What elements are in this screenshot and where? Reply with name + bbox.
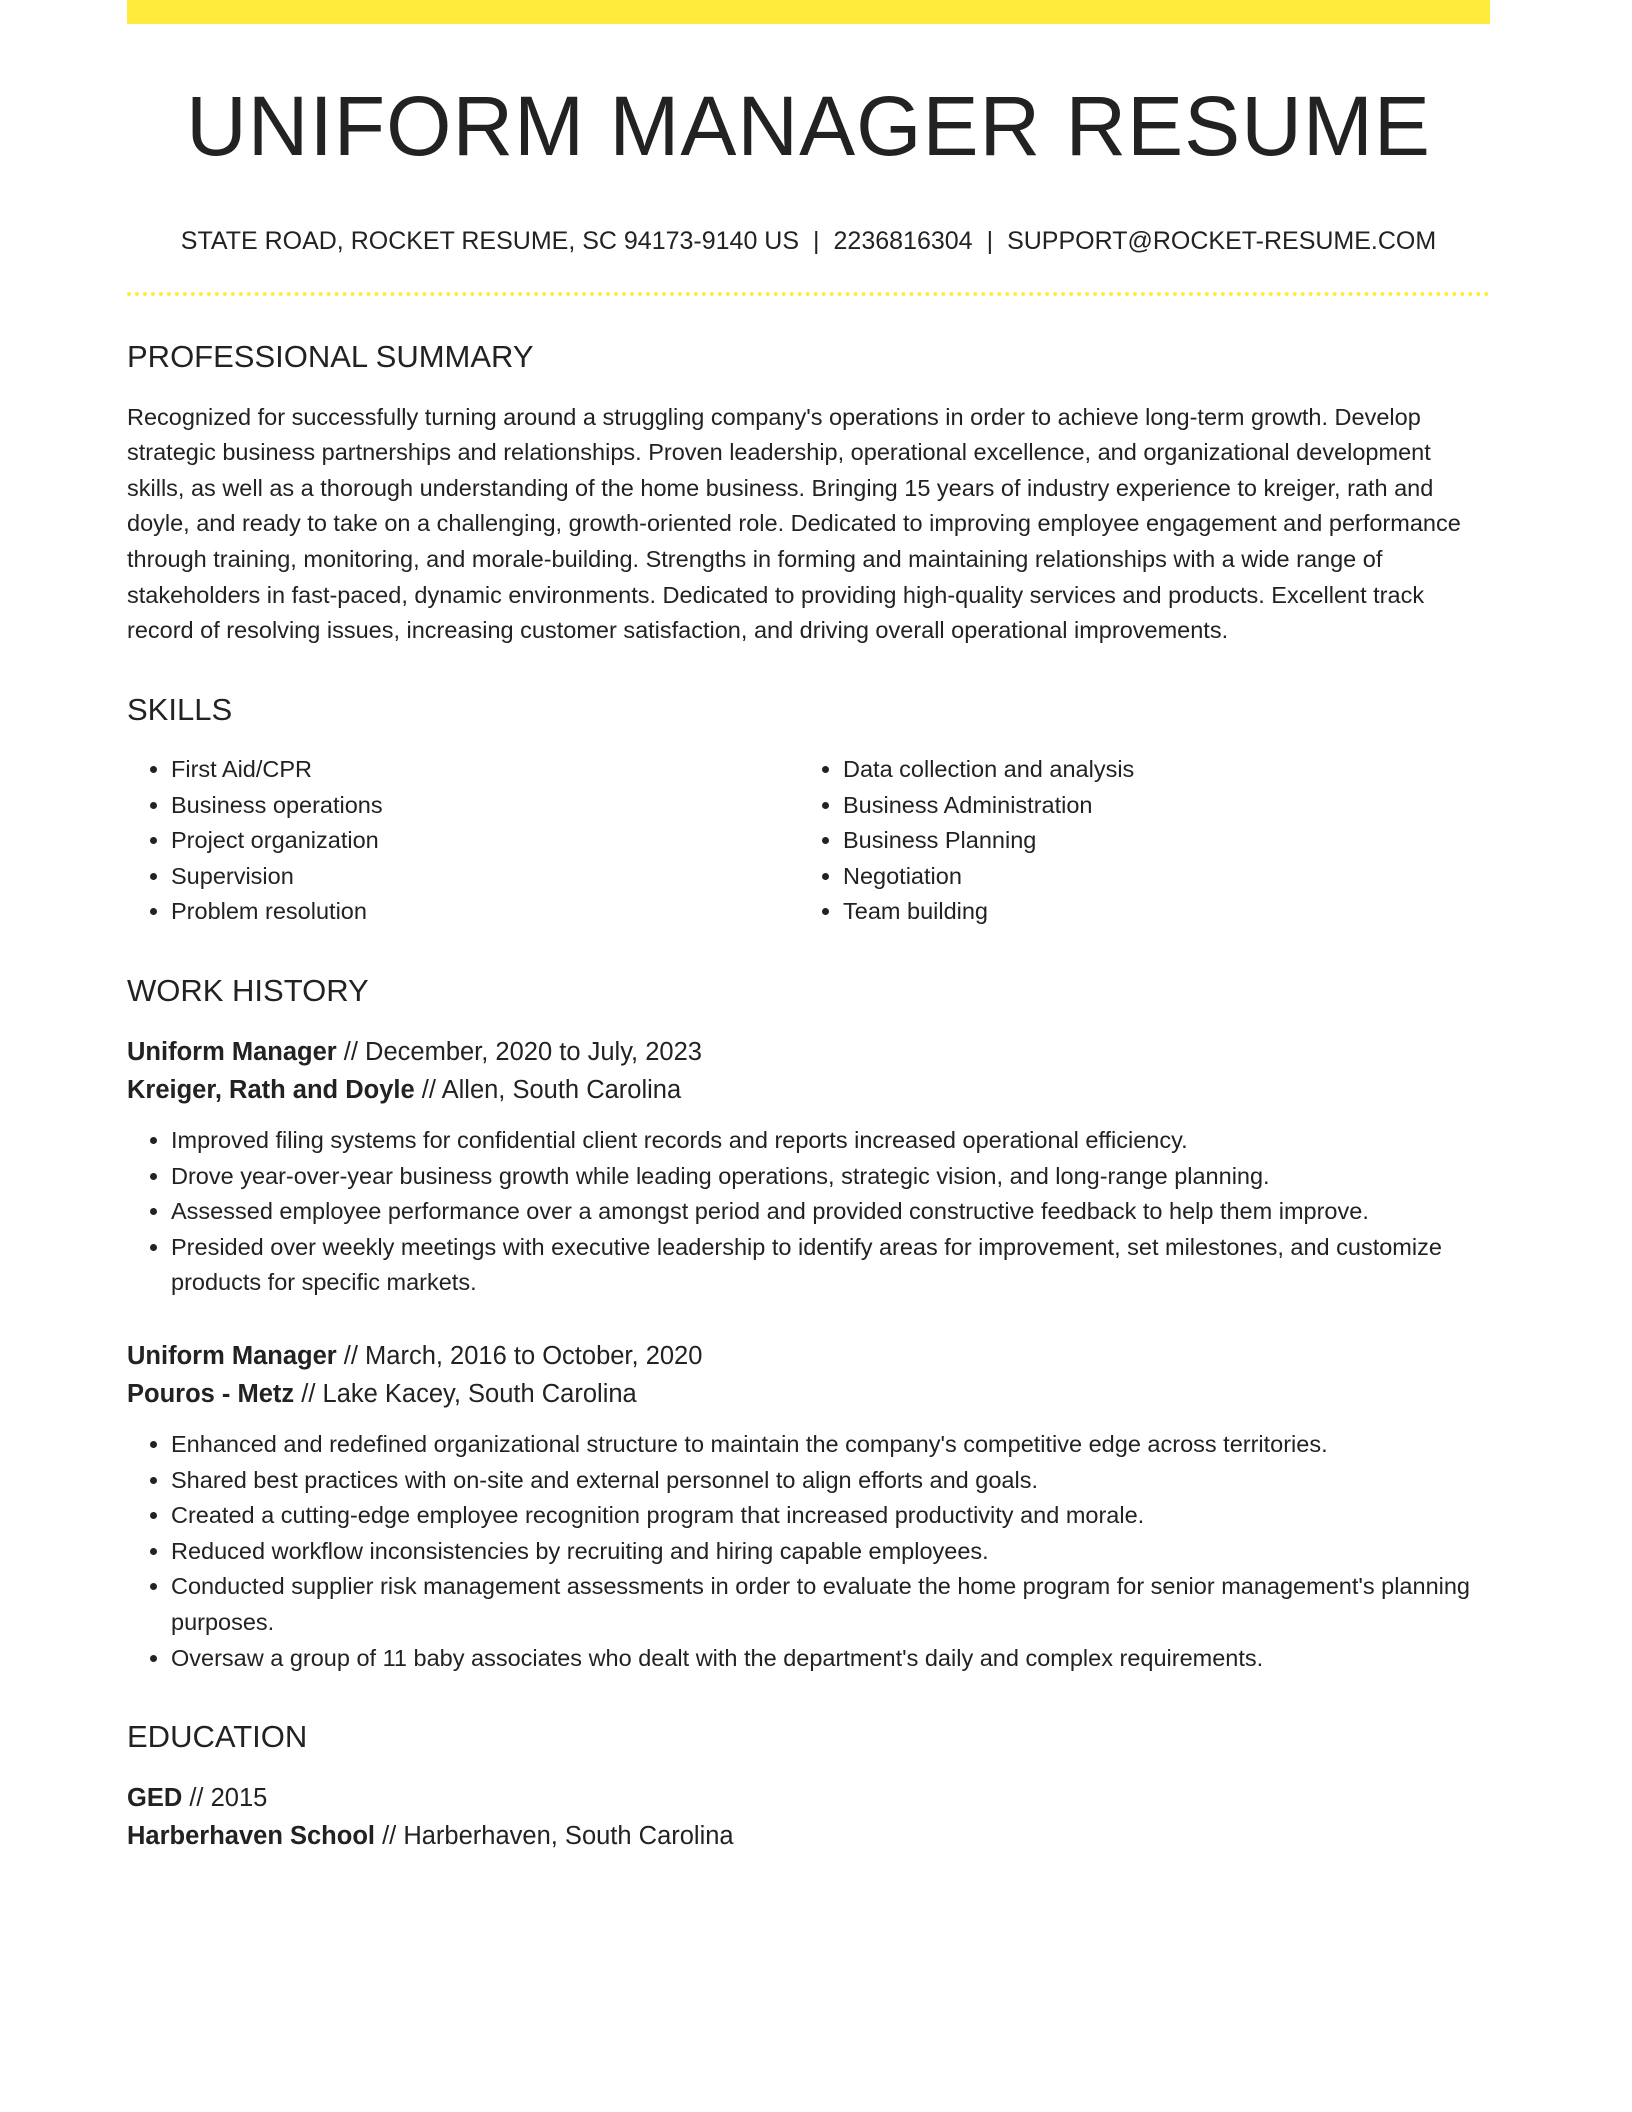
contact-phone: 2236816304 — [833, 227, 973, 256]
work-history-heading: WORK HISTORY — [127, 972, 369, 1008]
contact-address: STATE ROAD, ROCKET RESUME, SC 94173-9140 US — [180, 227, 800, 256]
job-location: // Allen, South Carolina — [414, 1076, 682, 1105]
skill-item: • Negotiation — [843, 859, 1471, 895]
skills-heading: SKILLS — [127, 691, 233, 727]
job-dates: // December, 2020 to July, 2023 — [336, 1038, 702, 1067]
skills-column-right — [799, 752, 1471, 930]
skill-item: • Problem resolution — [171, 894, 799, 930]
skill-item: • Supervision — [171, 859, 799, 895]
job-bullet: • Assessed employee performance over a amongst period and provided constructive feedback to help them improve. — [171, 1194, 1490, 1230]
skill-item: • Business Planning — [843, 823, 1471, 859]
education-location: // Harberhaven, South Carolina — [375, 1822, 734, 1851]
job-bullet: • Conducted supplier risk management assessments in order to evaluate the home program for senior management's planning purposes. — [171, 1569, 1490, 1640]
contact-separator: | — [813, 227, 820, 256]
skill-item: • Business Administration — [843, 788, 1471, 824]
skill-item: • First Aid/CPR — [171, 752, 799, 788]
skill-item: • Business operations — [171, 788, 799, 824]
education-school: Harberhaven School — [127, 1822, 375, 1851]
contact-line — [127, 226, 1490, 256]
job-company: Kreiger, Rath and Doyle — [127, 1076, 415, 1105]
job-bullet: • Presided over weekly meetings with executive leadership to identify areas for improvement, set milestones, and customize products for specific markets. — [171, 1230, 1490, 1301]
job-bullet: • Created a cutting-edge employee recognition program that increased productivity and morale. — [171, 1498, 1490, 1534]
job-role: Uniform Manager — [127, 1038, 337, 1067]
job-bullet: • Shared best practices with on-site and external personnel to align efforts and goals. — [171, 1463, 1490, 1499]
job-role-line — [127, 1337, 1490, 1375]
job-bullet: • Oversaw a group of 11 baby associates who dealt with the department's daily and complex requirements. — [171, 1641, 1490, 1677]
job-role: Uniform Manager — [127, 1342, 337, 1371]
contact-separator: | — [986, 227, 994, 256]
job-bullets — [127, 1123, 1490, 1301]
skill-item: • Team building — [843, 894, 1471, 930]
job-entry — [127, 1337, 1490, 1676]
summary-heading: PROFESSIONAL SUMMARY — [127, 339, 534, 375]
education-heading: EDUCATION — [127, 1719, 308, 1755]
job-location: // Lake Kacey, South Carolina — [294, 1380, 637, 1409]
job-bullets — [127, 1427, 1490, 1676]
job-bullet: • Enhanced and redefined organizational structure to maintain the company's competitive edge across territories. — [171, 1427, 1490, 1463]
job-bullet: • Reduced workflow inconsistencies by recruiting and hiring capable employees. — [171, 1534, 1490, 1570]
education-degree: GED — [127, 1784, 183, 1813]
job-bullet: • Drove year-over-year business growth while leading operations, strategic vision, and long-range planning. — [171, 1159, 1490, 1195]
skill-item: • Project organization — [171, 823, 799, 859]
contact-email: SUPPORT@ROCKET-RESUME.COM — [1007, 227, 1437, 256]
dotted-divider — [127, 292, 1490, 296]
job-company-line — [127, 1375, 1490, 1413]
skill-item: • Data collection and analysis — [843, 752, 1471, 788]
job-bullet: • Improved filing systems for confidential client records and reports increased operational efficiency. — [171, 1123, 1490, 1159]
summary-text: Recognized for successfully turning around a struggling company's operations in order to achieve long-term growth. Develop strategic business partnerships and relationships. Proven leadership, operational excellence, and organizational development skills, as well as a thorough understanding of the home business. Bringing 15 years of industry experience to kreiger, rath and doyle, and ready to take on a challenging, growth-oriented role. Dedicated to improving employee engagement and performance through training, monitoring, and morale-building. Strengths in forming and maintaining relationships with a wide range of stakeholders in fast-paced, dynamic environments. Dedicated to providing high-quality services and products. Excellent track record of resolving issues, increasing customer satisfaction, and driving overall operational improvements. — [127, 403, 1461, 644]
skills-list — [127, 752, 1490, 930]
education-degree-line — [127, 1779, 1490, 1817]
education-entry — [127, 1779, 1490, 1855]
job-company: Pouros - Metz — [127, 1380, 295, 1409]
job-dates: // March, 2016 to October, 2020 — [336, 1342, 703, 1371]
job-company-line — [127, 1071, 1490, 1109]
job-entry — [127, 1033, 1490, 1301]
education-school-line — [127, 1817, 1490, 1855]
skills-column-left — [127, 752, 799, 930]
resume-title: UNIFORM MANAGER RESUME — [186, 79, 1431, 173]
education-year: // 2015 — [182, 1784, 268, 1813]
job-role-line — [127, 1033, 1490, 1071]
resume-page — [127, 0, 1490, 1855]
top-accent-bar — [127, 0, 1490, 24]
